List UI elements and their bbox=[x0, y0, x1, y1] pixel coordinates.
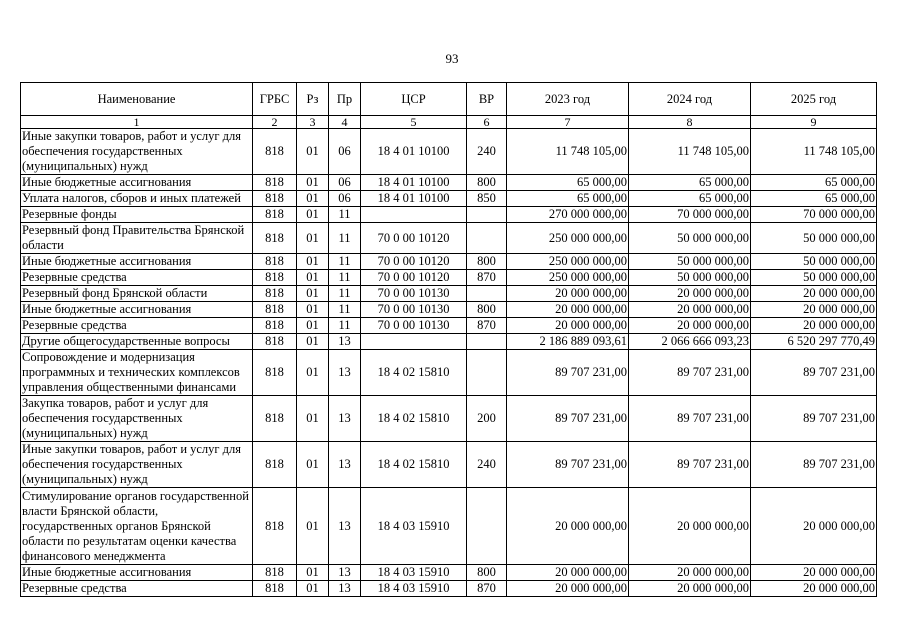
table-cell-2024: 2 066 666 093,23 bbox=[629, 334, 751, 350]
table-cell-grbs: 818 bbox=[253, 318, 297, 334]
table-cell-rz: 01 bbox=[297, 207, 329, 223]
table-cell-rz: 01 bbox=[297, 175, 329, 191]
table-cell-vr bbox=[467, 488, 507, 565]
table-cell-2024: 65 000,00 bbox=[629, 175, 751, 191]
table-cell-vr: 800 bbox=[467, 254, 507, 270]
table-cell-vr: 800 bbox=[467, 302, 507, 318]
table-cell-csr bbox=[361, 334, 467, 350]
table-cell-2024: 20 000 000,00 bbox=[629, 318, 751, 334]
table-cell-rz: 01 bbox=[297, 488, 329, 565]
table-cell-rz: 01 bbox=[297, 396, 329, 442]
table-cell-csr: 70 0 00 10130 bbox=[361, 286, 467, 302]
table-cell-2025: 20 000 000,00 bbox=[751, 581, 877, 597]
table-cell-rz: 01 bbox=[297, 350, 329, 396]
table-cell-grbs: 818 bbox=[253, 129, 297, 175]
table-cell-2025: 50 000 000,00 bbox=[751, 223, 877, 254]
table-cell-rz: 01 bbox=[297, 334, 329, 350]
table-cell-name: Резервные средства bbox=[21, 270, 253, 286]
table-cell-pr: 13 bbox=[329, 334, 361, 350]
table-cell-rz: 01 bbox=[297, 442, 329, 488]
table-cell-2024: 20 000 000,00 bbox=[629, 565, 751, 581]
table-body bbox=[21, 129, 877, 597]
table-row bbox=[21, 396, 877, 442]
table-cell-csr: 18 4 01 10100 bbox=[361, 175, 467, 191]
table-cell-vr: 870 bbox=[467, 318, 507, 334]
table-cell-grbs: 818 bbox=[253, 286, 297, 302]
table-row bbox=[21, 270, 877, 286]
table-row bbox=[21, 488, 877, 565]
table-cell-rz: 01 bbox=[297, 254, 329, 270]
table-cell-name: Резервные средства bbox=[21, 318, 253, 334]
table-cell-csr: 18 4 01 10100 bbox=[361, 191, 467, 207]
table-cell-grbs: 818 bbox=[253, 191, 297, 207]
table-cell-grbs: 818 bbox=[253, 350, 297, 396]
table-cell-2024: 50 000 000,00 bbox=[629, 270, 751, 286]
table-cell-csr: 70 0 00 10120 bbox=[361, 223, 467, 254]
table-row bbox=[21, 223, 877, 254]
table-cell-2023: 20 000 000,00 bbox=[507, 565, 629, 581]
table-cell-pr: 11 bbox=[329, 254, 361, 270]
column-number: 2 bbox=[253, 116, 297, 129]
table-cell-2024: 20 000 000,00 bbox=[629, 286, 751, 302]
header-vr: ВР bbox=[467, 83, 507, 116]
table-cell-pr: 06 bbox=[329, 191, 361, 207]
table-cell-2023: 250 000 000,00 bbox=[507, 223, 629, 254]
table-cell-grbs: 818 bbox=[253, 334, 297, 350]
table-cell-2023: 270 000 000,00 bbox=[507, 207, 629, 223]
column-number: 6 bbox=[467, 116, 507, 129]
table-cell-name: Закупка товаров, работ и услуг для обеспечения государственных (муниципальных) нужд bbox=[21, 396, 253, 442]
table-cell-vr bbox=[467, 286, 507, 302]
table-cell-name: Иные закупки товаров, работ и услуг для обеспечения государственных (муниципальных) нужд bbox=[21, 129, 253, 175]
table-cell-2024: 89 707 231,00 bbox=[629, 350, 751, 396]
table-cell-name: Сопровождение и модернизация программных и технических комплексов управления общественными финансами bbox=[21, 350, 253, 396]
table-cell-pr: 13 bbox=[329, 350, 361, 396]
table-cell-grbs: 818 bbox=[253, 581, 297, 597]
table-cell-csr: 18 4 03 15910 bbox=[361, 488, 467, 565]
table-cell-2024: 20 000 000,00 bbox=[629, 581, 751, 597]
table-cell-csr: 18 4 02 15810 bbox=[361, 442, 467, 488]
table-cell-name: Резервные фонды bbox=[21, 207, 253, 223]
table-cell-grbs: 818 bbox=[253, 442, 297, 488]
table-cell-2025: 50 000 000,00 bbox=[751, 254, 877, 270]
table-row bbox=[21, 565, 877, 581]
table-cell-pr: 13 bbox=[329, 442, 361, 488]
table-row bbox=[21, 175, 877, 191]
table-cell-2024: 50 000 000,00 bbox=[629, 223, 751, 254]
header-name: Наименование bbox=[21, 83, 253, 116]
table-cell-vr: 200 bbox=[467, 396, 507, 442]
table-cell-name: Резервный фонд Правительства Брянской области bbox=[21, 223, 253, 254]
table-cell-2023: 65 000,00 bbox=[507, 175, 629, 191]
table-cell-rz: 01 bbox=[297, 129, 329, 175]
table-cell-2023: 20 000 000,00 bbox=[507, 581, 629, 597]
table-cell-2023: 20 000 000,00 bbox=[507, 302, 629, 318]
header-row bbox=[21, 83, 877, 116]
table-cell-name: Иные закупки товаров, работ и услуг для обеспечения государственных (муниципальных) нужд bbox=[21, 442, 253, 488]
table-cell-vr bbox=[467, 223, 507, 254]
table-cell-2023: 2 186 889 093,61 bbox=[507, 334, 629, 350]
table-cell-2025: 70 000 000,00 bbox=[751, 207, 877, 223]
header-2024: 2024 год bbox=[629, 83, 751, 116]
table-cell-vr: 240 bbox=[467, 442, 507, 488]
table-cell-pr: 11 bbox=[329, 223, 361, 254]
table-cell-csr: 18 4 01 10100 bbox=[361, 129, 467, 175]
table-cell-pr: 13 bbox=[329, 396, 361, 442]
table-cell-pr: 13 bbox=[329, 565, 361, 581]
table-row bbox=[21, 254, 877, 270]
table-cell-rz: 01 bbox=[297, 565, 329, 581]
table-cell-2025: 89 707 231,00 bbox=[751, 396, 877, 442]
column-number: 3 bbox=[297, 116, 329, 129]
table-cell-csr: 70 0 00 10120 bbox=[361, 270, 467, 286]
table-cell-csr: 18 4 02 15810 bbox=[361, 396, 467, 442]
table-cell-csr bbox=[361, 207, 467, 223]
table-cell-pr: 11 bbox=[329, 318, 361, 334]
table-cell-2023: 250 000 000,00 bbox=[507, 254, 629, 270]
table-cell-grbs: 818 bbox=[253, 302, 297, 318]
table-cell-name: Уплата налогов, сборов и иных платежей bbox=[21, 191, 253, 207]
table-cell-2023: 89 707 231,00 bbox=[507, 396, 629, 442]
table-cell-2025: 20 000 000,00 bbox=[751, 488, 877, 565]
table-cell-2024: 20 000 000,00 bbox=[629, 488, 751, 565]
table-cell-2025: 11 748 105,00 bbox=[751, 129, 877, 175]
table-cell-rz: 01 bbox=[297, 581, 329, 597]
table-cell-2024: 70 000 000,00 bbox=[629, 207, 751, 223]
table-cell-grbs: 818 bbox=[253, 207, 297, 223]
table-cell-2024: 50 000 000,00 bbox=[629, 254, 751, 270]
table-cell-grbs: 818 bbox=[253, 565, 297, 581]
header-csr: ЦСР bbox=[361, 83, 467, 116]
table-cell-rz: 01 bbox=[297, 191, 329, 207]
table-cell-name: Резервный фонд Брянской области bbox=[21, 286, 253, 302]
table-cell-vr: 850 bbox=[467, 191, 507, 207]
table-cell-2025: 20 000 000,00 bbox=[751, 302, 877, 318]
table-cell-pr: 11 bbox=[329, 207, 361, 223]
table-row bbox=[21, 191, 877, 207]
column-number: 5 bbox=[361, 116, 467, 129]
table-cell-pr: 11 bbox=[329, 270, 361, 286]
table-cell-2023: 20 000 000,00 bbox=[507, 286, 629, 302]
table-cell-2023: 65 000,00 bbox=[507, 191, 629, 207]
table-cell-name: Иные бюджетные ассигнования bbox=[21, 175, 253, 191]
table-cell-2024: 89 707 231,00 bbox=[629, 442, 751, 488]
table-cell-2023: 250 000 000,00 bbox=[507, 270, 629, 286]
table-cell-name: Резервные средства bbox=[21, 581, 253, 597]
table-cell-name: Иные бюджетные ассигнования bbox=[21, 565, 253, 581]
table-cell-grbs: 818 bbox=[253, 396, 297, 442]
table-row bbox=[21, 334, 877, 350]
table-cell-name: Стимулирование органов государственной власти Брянской области, государственных органов Брянской области по результатам оценки качества финансового менеджмента bbox=[21, 488, 253, 565]
table-cell-2025: 20 000 000,00 bbox=[751, 565, 877, 581]
table-cell-name: Иные бюджетные ассигнования bbox=[21, 254, 253, 270]
header-2025: 2025 год bbox=[751, 83, 877, 116]
table-cell-2025: 6 520 297 770,49 bbox=[751, 334, 877, 350]
table-cell-2024: 65 000,00 bbox=[629, 191, 751, 207]
column-number: 8 bbox=[629, 116, 751, 129]
table-row bbox=[21, 350, 877, 396]
table-cell-grbs: 818 bbox=[253, 175, 297, 191]
header-grbs: ГРБС bbox=[253, 83, 297, 116]
table-cell-rz: 01 bbox=[297, 318, 329, 334]
table-cell-rz: 01 bbox=[297, 302, 329, 318]
table-cell-2025: 89 707 231,00 bbox=[751, 350, 877, 396]
table-cell-grbs: 818 bbox=[253, 223, 297, 254]
table-cell-grbs: 818 bbox=[253, 254, 297, 270]
header-2023: 2023 год bbox=[507, 83, 629, 116]
table-row bbox=[21, 442, 877, 488]
table-cell-vr: 800 bbox=[467, 565, 507, 581]
table-cell-rz: 01 bbox=[297, 286, 329, 302]
table-cell-pr: 11 bbox=[329, 286, 361, 302]
column-number-row bbox=[21, 116, 877, 129]
table-cell-name: Иные бюджетные ассигнования bbox=[21, 302, 253, 318]
table-cell-pr: 06 bbox=[329, 175, 361, 191]
table-cell-name: Другие общегосударственные вопросы bbox=[21, 334, 253, 350]
table-row bbox=[21, 302, 877, 318]
table-cell-2024: 11 748 105,00 bbox=[629, 129, 751, 175]
column-number: 1 bbox=[21, 116, 253, 129]
table-row bbox=[21, 581, 877, 597]
table-cell-vr bbox=[467, 207, 507, 223]
table-cell-csr: 18 4 03 15910 bbox=[361, 565, 467, 581]
table-cell-csr: 18 4 03 15910 bbox=[361, 581, 467, 597]
table-cell-csr: 70 0 00 10120 bbox=[361, 254, 467, 270]
table-cell-2025: 20 000 000,00 bbox=[751, 318, 877, 334]
table-row bbox=[21, 207, 877, 223]
table-cell-2025: 65 000,00 bbox=[751, 191, 877, 207]
table-cell-2025: 65 000,00 bbox=[751, 175, 877, 191]
table-row bbox=[21, 318, 877, 334]
page-number: 93 bbox=[445, 51, 459, 66]
table-cell-2023: 11 748 105,00 bbox=[507, 129, 629, 175]
header-rz: Рз bbox=[297, 83, 329, 116]
table-cell-csr: 18 4 02 15810 bbox=[361, 350, 467, 396]
table-cell-vr bbox=[467, 350, 507, 396]
header-pr: Пр bbox=[329, 83, 361, 116]
table-cell-vr: 870 bbox=[467, 270, 507, 286]
table-cell-pr: 11 bbox=[329, 302, 361, 318]
table-cell-2025: 89 707 231,00 bbox=[751, 442, 877, 488]
table-cell-2025: 50 000 000,00 bbox=[751, 270, 877, 286]
table-cell-csr: 70 0 00 10130 bbox=[361, 302, 467, 318]
table-row bbox=[21, 286, 877, 302]
table-cell-grbs: 818 bbox=[253, 270, 297, 286]
table-row bbox=[21, 129, 877, 175]
table-cell-grbs: 818 bbox=[253, 488, 297, 565]
table-cell-pr: 13 bbox=[329, 488, 361, 565]
table-cell-2023: 89 707 231,00 bbox=[507, 350, 629, 396]
table-cell-pr: 06 bbox=[329, 129, 361, 175]
table-cell-vr: 240 bbox=[467, 129, 507, 175]
table-cell-vr: 870 bbox=[467, 581, 507, 597]
table-cell-2023: 20 000 000,00 bbox=[507, 488, 629, 565]
column-number: 4 bbox=[329, 116, 361, 129]
table-cell-rz: 01 bbox=[297, 223, 329, 254]
table-cell-vr bbox=[467, 334, 507, 350]
table-cell-csr: 70 0 00 10130 bbox=[361, 318, 467, 334]
budget-table bbox=[20, 82, 877, 597]
column-number: 9 bbox=[751, 116, 877, 129]
table-cell-rz: 01 bbox=[297, 270, 329, 286]
column-number: 7 bbox=[507, 116, 629, 129]
table-cell-vr: 800 bbox=[467, 175, 507, 191]
table-cell-pr: 13 bbox=[329, 581, 361, 597]
table-cell-2024: 89 707 231,00 bbox=[629, 396, 751, 442]
table-cell-2025: 20 000 000,00 bbox=[751, 286, 877, 302]
table-cell-2024: 20 000 000,00 bbox=[629, 302, 751, 318]
table-cell-2023: 20 000 000,00 bbox=[507, 318, 629, 334]
table-cell-2023: 89 707 231,00 bbox=[507, 442, 629, 488]
